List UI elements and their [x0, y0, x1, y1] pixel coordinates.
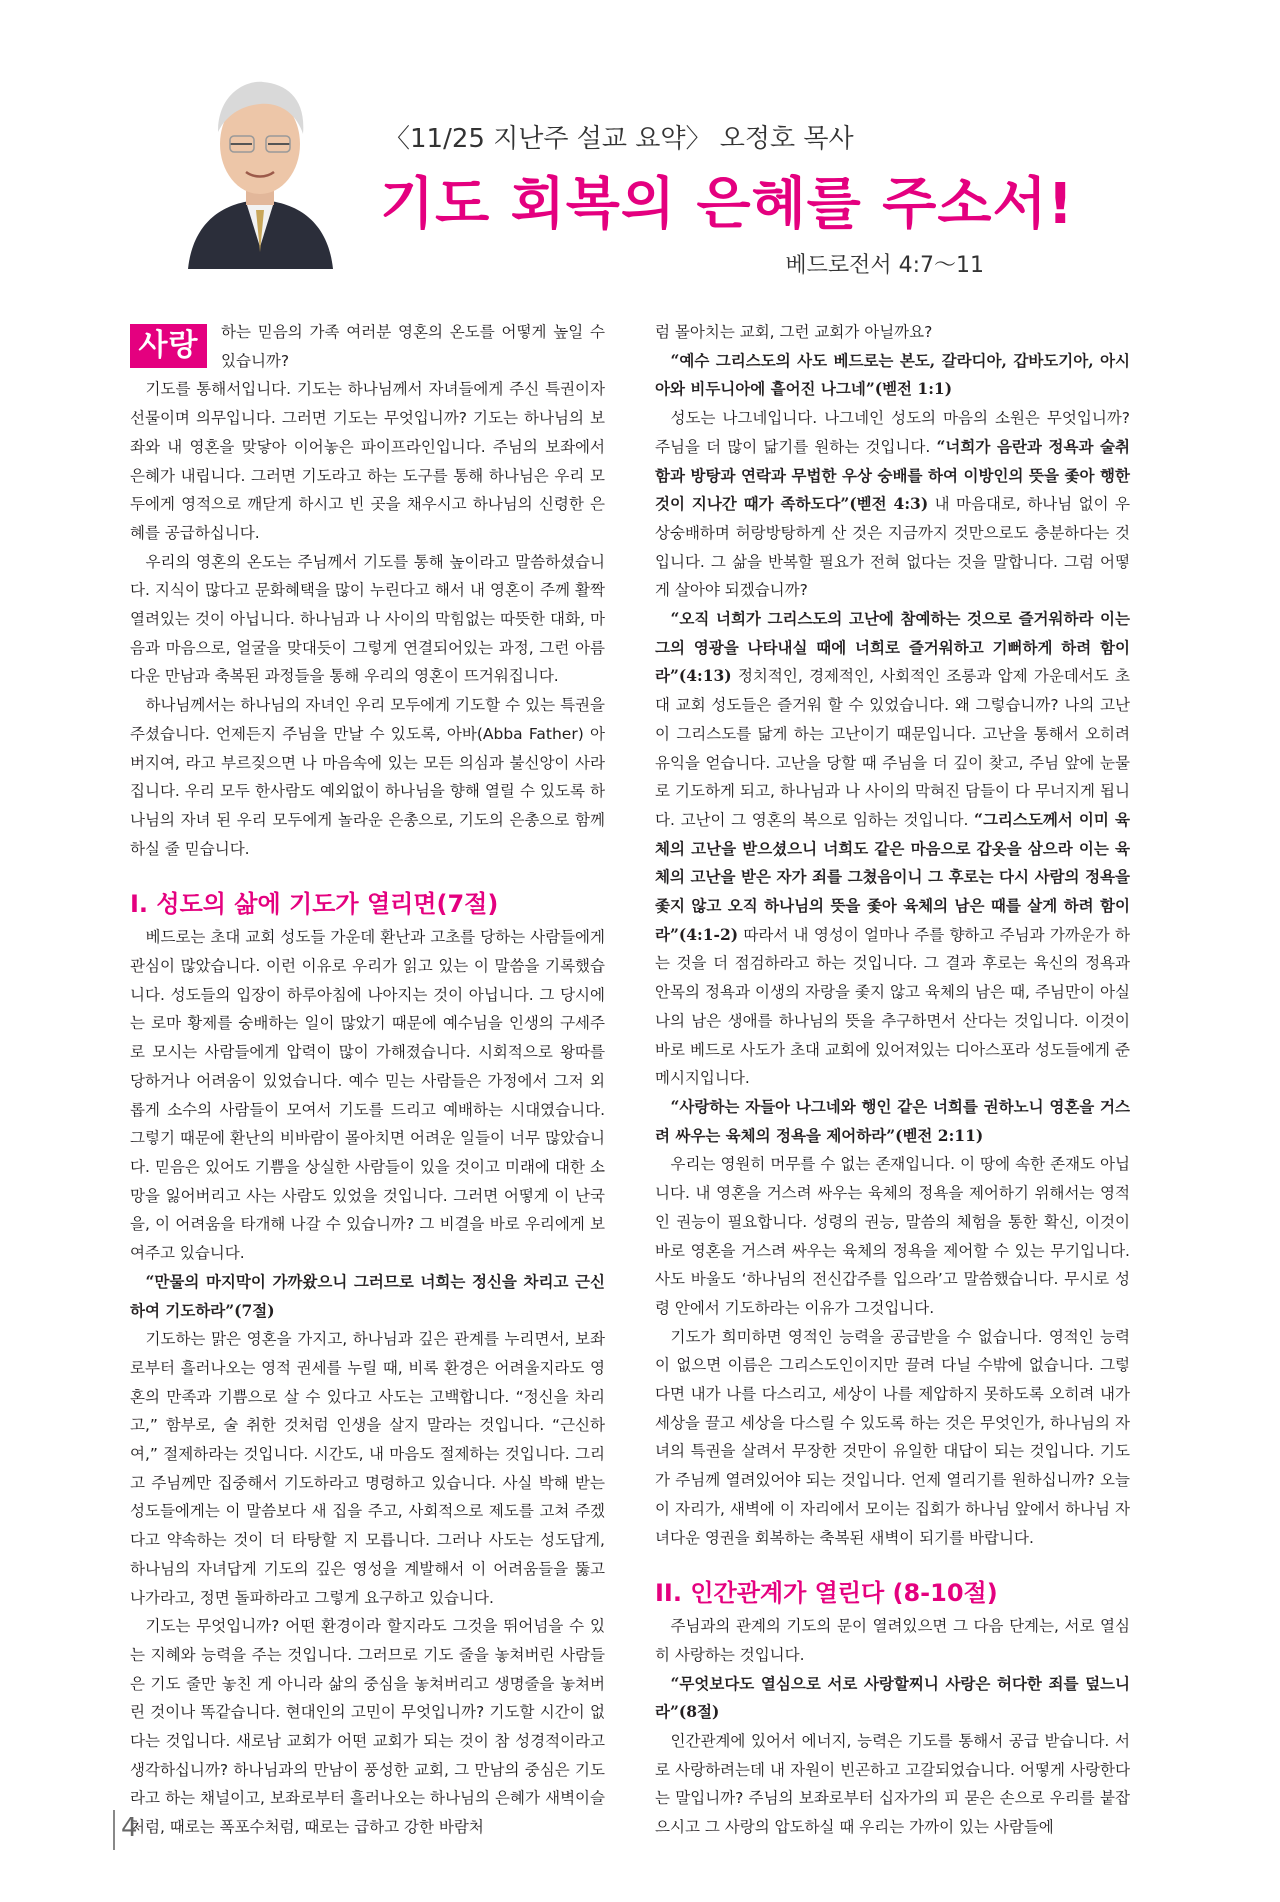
left-column	[130, 318, 605, 1842]
paragraph: 기도가 희미하면 영적인 능력을 공급받을 수 없습니다. 영적인 능력이 없으면 이름은 그리스도인이지만 끌려 다닐 수밖에 없습니다. 그렇다면 내가 나를 다스리고, 세상이 나를 제압하지 못하도록 오히려 내가 세상을 끌고 세상을 다스릴 수 있도록 하는 것은 무엇인가, 하나님의 자녀의 특권을 살려서 무장한 것만이 유일한 대답이 되는 것입니다. 기도가 주님께 열려있어야 되는 것입니다. 언제 열리기를 원하십니까? 오늘 이 자리가, 새벽에 이 자리에서 모이는 집회가 하나님 앞에서 하나님 자녀다운 영권을 회복하는 축복된 새벽이 되기를 바랍니다.	[655, 1327, 1130, 1547]
lead-word-box: 사랑	[130, 324, 207, 368]
scripture-quote: “예수 그리스도의 사도 베드로는 본도, 갈라디아, 갑바도기아, 아시아와 비두니아에 흩어진 나그네”(벧전 1:1)	[655, 350, 1130, 399]
pastor-portrait	[168, 72, 353, 269]
scripture-reference: 베드로전서 4:7～11	[785, 253, 984, 278]
paragraph: 베드로는 초대 교회 성도들 가운데 환난과 고초를 당하는 사람들에게 관심이 많았습니다. 이런 이유로 우리가 읽고 있는 이 말씀을 기록했습니다. 성도들의 입장이 하루아침에 나아지는 것이 아닙니다. 그 당시에는 로마 황제를 숭배하는 일이 많았기 때문에 예수님을 인생의 구세주로 모시는 사람들에게 압력이 많이 가해졌습니다. 시회적으로 왕따를 당하거나 어려움이 있었습니다. 예수 믿는 사람들은 가정에서 그저 외롭게 소수의 사람들이 모여서 기도를 드리고 예배하는 시대였습니다. 그렇기 때문에 환난의 비바람이 몰아치면 어려운 일들이 너무 많았습니다. 믿음은 있어도 기쁨을 상실한 사람들이 있을 것이고 미래에 대한 소망을 잃어버리고 사는 사람도 있었을 것입니다. 그러면 어떻게 이 난국을, 이 어려움을 타개해 나갈 수 있습니까? 그 비결을 바로 우리에게 보여주고 있습니다.	[130, 928, 605, 1263]
paragraph: 기도를 통해서입니다. 기도는 하나님께서 자녀들에게 주신 특권이자 선물이며 의무입니다. 그러면 기도는 무엇입니까? 기도는 하나님의 보좌와 내 영혼을 맞닿아 이어놓은 파이프라인입니다. 주님의 보좌에서 은혜가 내립니다. 그러면 기도라고 하는 도구를 통해 하나님은 우리 모두에게 영적으로 깨닫게 하시고 빈 곳을 채우시고 하나님의 신령한 은혜를 공급하십니다.	[130, 380, 605, 542]
paragraph: 럼 몰아치는 교회, 그런 교회가 아닐까요?	[655, 323, 933, 341]
paragraph	[655, 404, 1130, 605]
page-title: 기도 회복의 은혜를 주소서!	[380, 172, 1075, 237]
page-number: 4	[121, 1813, 138, 1843]
paragraph: 기도하는 맑은 영혼을 가지고, 하나님과 깊은 관계를 누리면서, 보좌로부터 흘러나오는 영적 권세를 누릴 때, 비록 환경은 어려울지라도 영혼의 만족과 기쁨으로 살 수 있다고 사도는 고백합니다. “정신을 차리고,” 함부로, 술 취한 것처럼 인생을 살지 말라는 것입니다. “근신하여,” 절제하라는 것입니다. 시간도, 내 마음도 절제하는 것입니다. 그리고 주님께만 집중해서 기도하라고 명령하고 있습니다. 사실 박해 받는 성도들에게는 이 말씀보다 새 집을 주고, 사회적으로 제도를 고쳐 주겠다고 약속하는 것이 더 타탕할 지 모릅니다. 그러나 사도는 성도답게, 하나님의 자녀답게 기도의 깊은 영성을 계발해서 이 어려움들을 뚫고 나가라고, 정면 돌파하라고 그렇게 요구하고 있습니다.	[130, 1330, 605, 1607]
inline-scripture-quote: “그리스도께서 이미 육체의 고난을 받으셨으니 너희도 같은 마음으로 갑옷을 삼으라 이는 육체의 고난을 받은 자가 죄를 그쳤음이니 그 후로는 다시 사람의 정욕을 좇지 않고 오직 하나님의 뜻을 좇아 육체의 남은 때를 살게 하려 함이라”(4:1-2)	[655, 809, 1130, 944]
paragraph: 인간관계에 있어서 에너지, 능력은 기도를 통해서 공급 받습니다. 서로 사랑하려는데 내 자원이 빈곤하고 고갈되었습니다. 어떻게 사랑한다는 말입니까? 주님의 보좌로부터 십자가의 피 묻은 손으로 우리를 붙잡으시고 그 사랑의 압도하실 때 우리는 가까이 있는 사람들에	[655, 1732, 1130, 1837]
paragraph: 우리는 영원히 머무를 수 없는 존재입니다. 이 땅에 속한 존재도 아닙니다. 내 영혼을 거스려 싸우는 육체의 정욕을 제어하기 위해서는 영적인 권능이 필요합니다. 성령의 권능, 말씀의 체험을 통한 확신, 이것이 바로 영혼을 거스려 싸우는 육체의 정욕을 제어할 수 있는 무기입니다. 사도 바울도 ‘하나님의 전신갑주를 입으라’고 말씀했습니다. 무시로 성령 안에서 기도하라는 이유가 그것입니다.	[655, 1155, 1130, 1317]
paragraph	[655, 605, 1130, 1093]
paragraph-text: 성도는 나그네입니다. 나그네인 성도의 마음의 소원은 무엇입니까? 주님을 더 많이 닮기를 원하는 것입니다.	[655, 409, 1130, 456]
section-heading-2: II. 인간관계가 열린다 (8-10절)	[655, 1579, 998, 1608]
lead-text: 하는 믿음의 가족 여러분 영혼의 온도를 어떻게 높일 수 있습니까?	[221, 323, 605, 370]
paragraph: 기도는 무엇입니까? 어떤 환경이라 할지라도 그것을 뛰어넘을 수 있는 지혜와 능력을 주는 것입니다. 그러므로 기도 줄을 놓쳐버린 사람들은 기도 줄만 놓친 게 아니라 삶의 중심을 놓쳐버리고 생명줄을 놓쳐버린 것이나 똑같습니다. 현대인의 고민이 무엇입니까? 기도할 시간이 없다는 것입니다. 새로남 교회가 어떤 교회가 되는 것이 참 성경적이라고 생각하십니까? 하나님과의 만남이 풍성한 교회, 그 만남의 중심은 기도라고 하는 채널이고, 보좌로부터 흘러나오는 하나님의 은혜가 새벽이슬처럼, 때로는 폭포수처럼, 때로는 급하고 강한 바람처	[130, 1617, 605, 1837]
paragraph-text: 따라서 내 영성이 얼마나 주를 향하고 주님과 가까운가 하는 것을 더 점검하라고 하는 것입니다. 그 결과 후로는 육신의 정욕과 안목의 정욕과 이생의 자랑을 좇지 않고 육체의 남은 때, 주님만이 아실 나의 남은 생애를 하나님의 뜻을 추구하면서 산다는 것입니다. 이것이 바로 베드로 사도가 초대 교회에 있어져있는 디아스포라 성도들에게 준 메시지입니다.	[655, 925, 1130, 1088]
inline-scripture-quote: “오직 너희가 그리스도의 고난에 참예하는 것으로 즐거워하라 이는 그의 영광을 나타내실 때에 너희로 즐거워하고 기뻐하게 하려 함이라”(4:13)	[655, 609, 1130, 686]
paragraph: 하나님께서는 하나님의 자녀인 우리 모두에게 기도할 수 있는 특권을 주셨습니다. 언제든지 주님을 만날 수 있도록, 아바(Abba Father) 아버지여, 라고 부르짖으면 나 마음속에 있는 모든 의심과 불신앙이 사라집니다. 우리 모두 한사람도 예외없이 하나님을 향해 열릴 수 있도록 하나님의 자녀 된 우리 모두에게 놀라운 은총으로, 기도의 은총으로 함께 하실 줄 믿습니다.	[130, 696, 605, 858]
inline-scripture-quote: “너희가 음란과 정욕과 술취함과 방탕과 연락과 무법한 우상 숭배를 하여 이방인의 뜻을 좇아 행한 것이 지나간 때가 족하도다”(벧전 4:3)	[655, 436, 1130, 514]
lead-paragraph	[130, 318, 605, 375]
scripture-quote: “무엇보다도 열심으로 서로 사랑할찌니 사랑은 허다한 죄를 덮느니라”(8절)	[655, 1673, 1130, 1722]
paragraph-text: 내 마음대로, 하나님 없이 우상숭배하며 허랑방탕하게 산 것은 지금까지 것만으로도 충분하다는 것입니다. 그 삶을 반복할 필요가 전혀 없다는 것을 말합니다. 그럼 어떻게 살아야 되겠습니까?	[655, 495, 1131, 600]
scripture-quote: “사랑하는 자들아 나그네와 행인 같은 너희를 권하노니 영혼을 거스려 싸우는 육체의 정욕을 제어하라”(벧전 2:11)	[655, 1096, 1130, 1145]
scripture-quote: “만물의 마지막이 가까왔으니 그러므로 너희는 정신을 차리고 근신하여 기도하라”(7절)	[130, 1271, 605, 1320]
section-heading-1: I. 성도의 삶에 기도가 열리면(7절)	[130, 890, 499, 919]
right-column	[655, 318, 1130, 1842]
sermon-subtitle: 〈11/25 지난주 설교 요약〉 오정호 목사	[384, 124, 854, 154]
page-number-rule	[113, 1810, 115, 1850]
paragraph: 우리의 영혼의 온도는 주님께서 기도를 통해 높이라고 말씀하셨습니다. 지식이 많다고 문화혜택을 많이 누린다고 해서 내 영혼이 주께 활짝 열려있는 것이 아닙니다. 하나님과 나 사이의 막힘없는 따뜻한 대화, 마음과 마음으로, 얼굴을 맞대듯이 그렇게 연결되어있는 과정, 그런 아름다운 만남과 축복된 과정들을 통해 우리의 영혼이 뜨거워집니다.	[130, 552, 605, 686]
paragraph: 주님과의 관계의 기도의 문이 열려있으면 그 다음 단계는, 서로 열심히 사랑하는 것입니다.	[655, 1617, 1130, 1664]
paragraph-text: 정치적인, 경제적인, 사회적인 조롱과 압제 가운데서도 초대 교회 성도들은 즐거워 할 수 있었습니다. 왜 그렇습니까? 나의 고난이 그리스도를 닮게 하는 고난이기 때문입니다. 고난을 통해서 오히려 유익을 얻습니다. 고난을 당할 때 주님을 더 깊이 찾고, 주님 앞에 눈물로 기도하게 되고, 하나님과 나 사이의 막혀진 담들이 다 무너지게 됩니다. 고난이 그 영혼의 복으로 임하는 것입니다.	[655, 667, 1130, 829]
